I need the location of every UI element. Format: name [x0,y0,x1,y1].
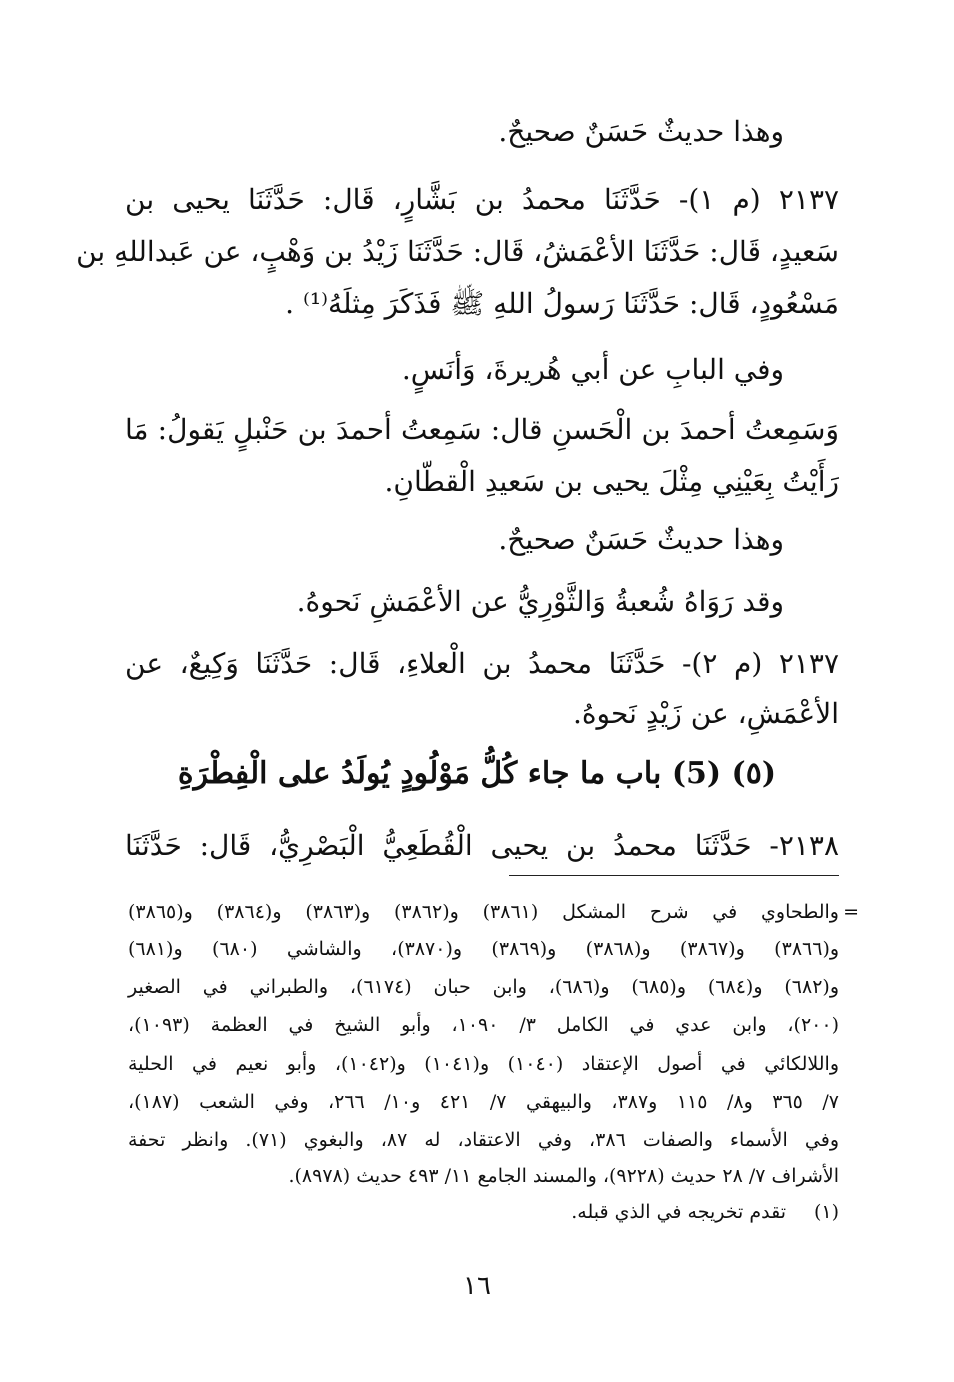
section-heading: (٥) (5) باب ما جاء كُلُّ مَوْلُودٍ يُولَدُ على الْفِطْرَةِ [177,756,777,791]
body-line: سَعيدٍ، قَال: حَدَّثَنَا الأعْمَشُ، قَال: حَدَّثَنَا زَيْدُ بن وَهْبٍ، عن عَبداللهِ بن [76,235,839,268]
footnote-line: وفي الأسماء والصفات ٣٨٦، وفي الاعتقاد، له ٨٧، والبغوي (٧١). وانظر تحفة [128,1129,839,1151]
footnote-line: واللالكائي في أصول الإعتقاد (١٠٤٠) و(١٠٤١) و(١٠٤٢)، وأبو نعيم في الحلية [128,1053,840,1075]
footnote-number: (١) [813,1201,839,1223]
body-line: وقد رَوَاهُ شُعبةُ وَالثَّوْرِيُّ عن الأعْمَشِ نَحوهُ. [296,585,784,618]
footnote-line: و(٦٨٢) و(٦٨٤) و(٦٨٥) و(٦٨٦)، وابن حبان (٦١٧٤)، والطبراني في الصغير [128,976,839,998]
body-line: مَسْعُودٍ، قَال: حَدَّثَنَا رَسولُ اللهِ ﷺ فَذَكَرَ مِثلَهُ⁽¹⁾ . [285,287,839,320]
page-number: ١٦ [463,1271,491,1301]
footnote-separator [509,875,839,876]
body-line: الأعْمَشِ، عن زَيْدٍ نَحوهُ. [572,697,839,730]
footnote-text: تقدم تخريجه في الذي قبله. [571,1201,786,1223]
body-line: وهذا حديثٌ حَسَنٌ صحيحٌ. [498,115,784,148]
body-line: ٢١٣٧ (م ١)- حَدَّثَنَا محمدُ بن بَشَّارٍ، قَال: حَدَّثَنَا يحيى بن [125,183,840,216]
body-line: رَأَيْتُ بِعَيْنِي مِثْلَ يحيى بن سَعيدِ الْقطّانِ. [384,465,839,498]
footnote-line: (٢٠٠)، وابن عدي في الكامل ٣/ ١٠٩٠، وأبو الشيخ في العظمة (١٠٩٣)، [128,1014,839,1036]
footnote-continuation-mark: = [843,901,859,923]
footnote-line: الأشراف ٧/ ٢٨ حديث (٩٢٢٨)، والمسند الجامع ١١/ ٤٩٣ حديث (٨٩٧٨). [288,1165,839,1187]
footnote-line: و(٣٨٦٦) و(٣٨٦٧) و(٣٨٦٨) و(٣٨٦٩) و(٣٨٧٠)، والشاشي (٦٨٠) و(٦٨١) [128,938,840,960]
body-line: وهذا حديثٌ حَسَنٌ صحيحٌ. [498,523,784,556]
footnote-line: ٧/ ٣٦٥ و٨/ ١١٥ و٣٨٧، والبيهقي ٧/ ٤٢١ و١٠/ ٢٦٦، وفي الشعب (١٨٧)، [128,1091,839,1113]
body-line: وفي البابِ عن أبي هُريرةَ، وَأنَسٍ. [401,353,784,386]
footnote-line: والطحاوي في شرح المشكل (٣٨٦١) و(٣٨٦٢) و(٣٨٦٣) و(٣٨٦٤) و(٣٨٦٥) [128,901,839,923]
body-line: ٢١٣٨- حَدَّثَنَا محمدُ بن يحيى الْقُطَعِيُّ الْبَصْرِيُّ، قَال: حَدَّثَنَا [125,829,839,862]
body-line: ٢١٣٧ (م ٢)- حَدَّثَنَا محمدُ بن الْعلاءِ، قَال: حَدَّثَنَا وَكِيعٌ، عن [125,647,839,680]
body-line: وَسَمِعتُ أحمدَ بن الْحَسنِ قال: سَمِعتُ أحمدَ بن حَنْبلٍ يَقولُ: مَا [125,413,839,446]
